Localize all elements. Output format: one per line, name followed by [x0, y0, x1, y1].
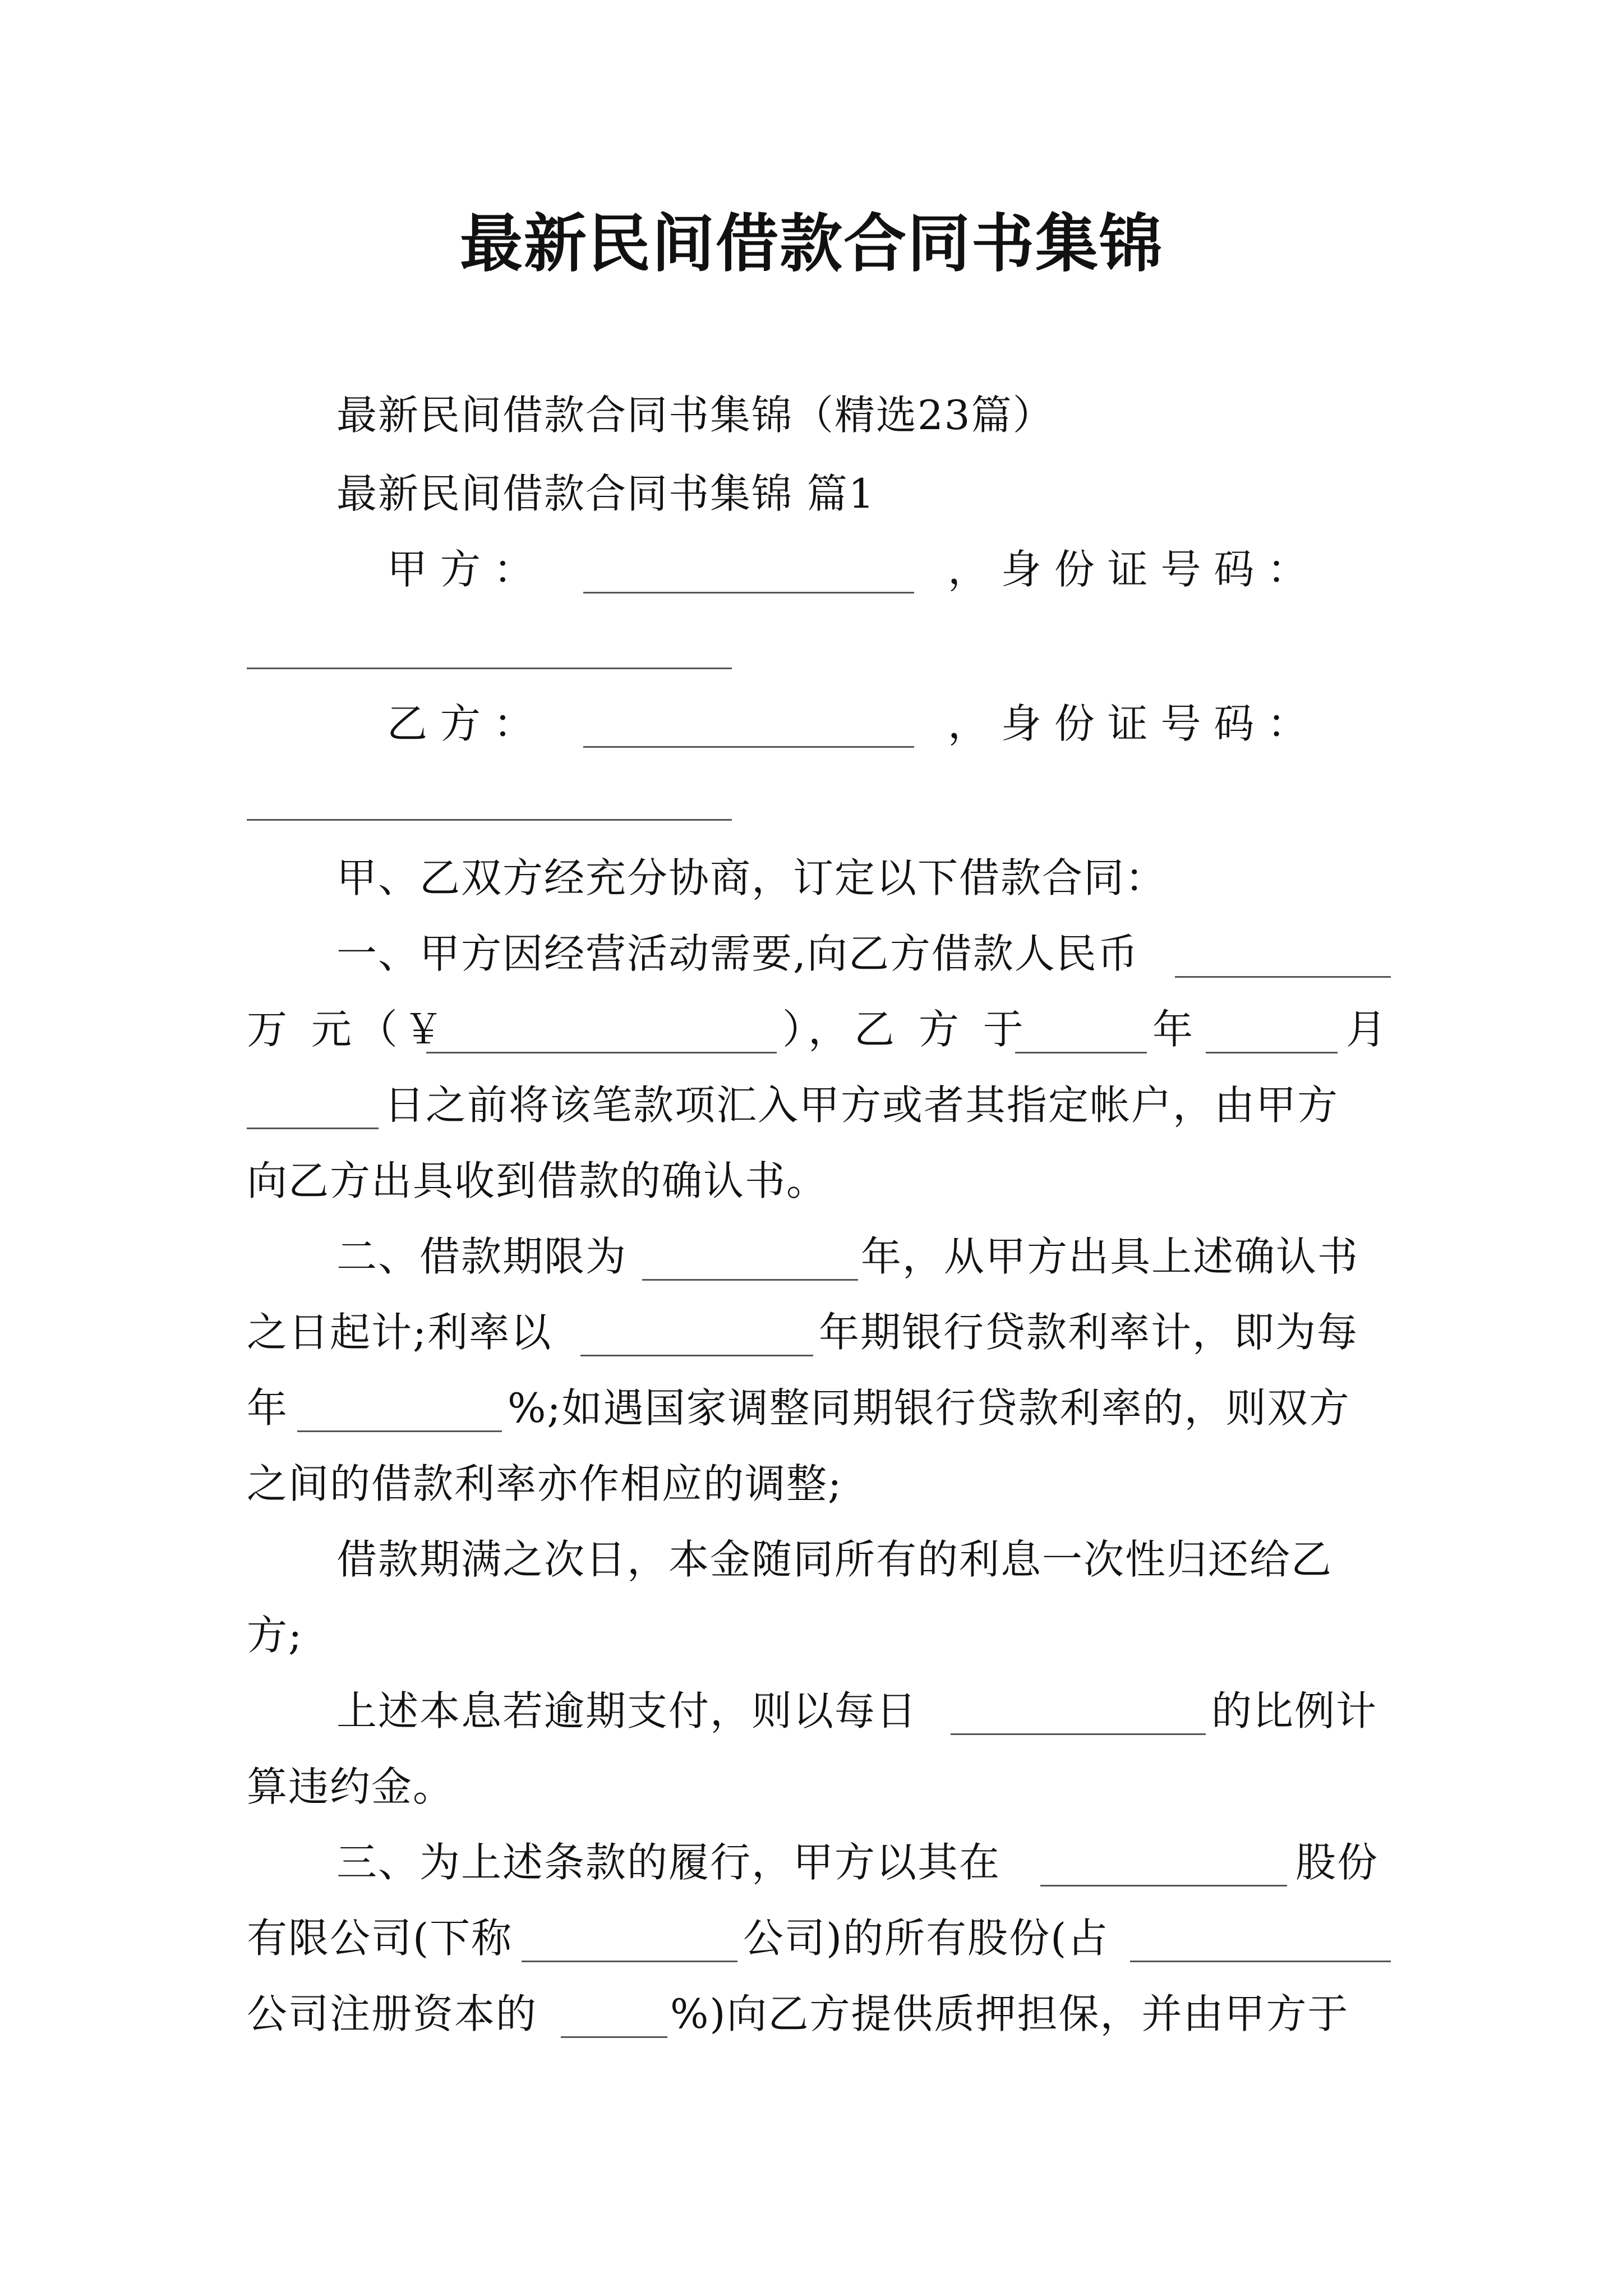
clause2-line1b: 年，从甲方出具上述确认书 — [861, 1233, 1359, 1280]
clause2-line4: 之间的借款利率亦作相应的调整; — [247, 1460, 843, 1507]
party-a-label: 甲 方 ： — [387, 546, 534, 593]
penalty-line2: 算违约金。 — [247, 1763, 455, 1810]
party-b-id-label: ， 身 份 证 号 码 ： — [948, 700, 1308, 747]
party-b-name-blank — [583, 746, 914, 748]
clause2-line3a: 年 — [247, 1384, 289, 1432]
clause3-line2a: 有限公司(下称 — [247, 1915, 513, 1962]
clause2-line2b: 年期银行贷款利率计，即为每 — [819, 1309, 1359, 1356]
clause3-percent-blank — [561, 2036, 667, 2038]
clause1-day-blank — [247, 1128, 379, 1129]
clause3-line3a: 公司注册资本的 — [247, 1990, 538, 2037]
due-line2: 方; — [247, 1612, 303, 1659]
clause2-percent-blank — [297, 1430, 502, 1432]
penalty-line1b: 的比例计 — [1211, 1687, 1378, 1734]
penalty-rate-blank — [951, 1733, 1206, 1735]
clause3-line1a: 三、为上述条款的履行，甲方以其在 — [336, 1839, 1001, 1886]
clause3-share-blank — [1130, 1961, 1391, 1962]
due-line1: 借款期满之次日，本金随同所有的利息一次性归还给乙 — [336, 1536, 1333, 1583]
penalty-line1a: 上述本息若逾期支付，则以每日 — [336, 1687, 918, 1734]
party-b-id-blank — [247, 819, 732, 821]
clause1-line4: 向乙方出具收到借款的确认书。 — [247, 1157, 828, 1204]
section-heading: 最新民间借款合同书集锦 篇1 — [336, 470, 875, 517]
clause1-month-label: 月 — [1346, 1006, 1387, 1053]
clause1-line2a: 万 元（￥ — [247, 1006, 449, 1053]
clause1-year-blank — [1015, 1052, 1147, 1053]
intro-paragraph: 甲、乙双方经充分协商，订定以下借款合同： — [336, 854, 1167, 901]
clause1-amount-blank — [1175, 976, 1391, 978]
clause1-yuan-blank — [426, 1052, 777, 1053]
clause2-rate-term-blank — [580, 1355, 813, 1356]
clause2-line1a: 二、借款期限为 — [336, 1233, 628, 1280]
document-subtitle: 最新民间借款合同书集锦（精选23篇） — [336, 392, 1054, 439]
clause1-line1: 一、甲方因经营活动需要,向乙方借款人民币 — [336, 930, 1139, 977]
party-b-label: 乙 方 ： — [387, 700, 534, 747]
party-a-id-blank — [247, 668, 732, 669]
clause3-company-blank — [1040, 1885, 1287, 1887]
clause3-line2b: 公司)的所有股份(占 — [743, 1915, 1109, 1962]
clause1-year-label: 年 — [1152, 1006, 1193, 1053]
clause1-line2b: ），乙 方 于 — [782, 1006, 1029, 1053]
clause1-month-blank — [1206, 1052, 1338, 1053]
clause1-line3: 日之前将该笔款项汇入甲方或者其指定帐户，由甲方 — [384, 1082, 1339, 1129]
clause3-line3b: %)向乙方提供质押担保，并由甲方于 — [670, 1990, 1349, 2037]
document-title: 最新民间借款合同书集锦 — [460, 207, 1163, 280]
party-a-name-blank — [583, 592, 914, 593]
clause3-line1b: 股份 — [1295, 1839, 1379, 1886]
clause3-shortname-blank — [522, 1961, 737, 1962]
clause2-line3b: %;如遇国家调整同期银行贷款利率的，则双方 — [508, 1384, 1350, 1432]
clause2-term-blank — [642, 1279, 858, 1281]
party-a-id-label: ， 身 份 证 号 码 ： — [948, 546, 1308, 593]
clause2-line2a: 之日起计;利率以 — [247, 1309, 552, 1356]
